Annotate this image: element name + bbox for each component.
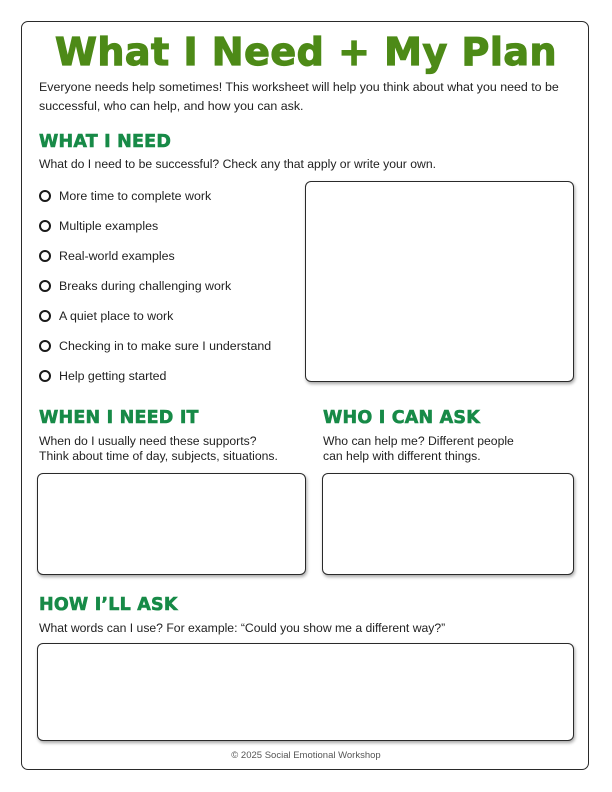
- when-i-need-it-heading: WHEN I NEED IT: [39, 408, 199, 428]
- how-ill-ask-box[interactable]: [37, 643, 574, 741]
- who-i-can-ask-box[interactable]: [322, 473, 574, 575]
- worksheet-title: What I Need + My Plan: [54, 30, 558, 74]
- checkbox-circle-icon[interactable]: [39, 190, 51, 202]
- who-i-can-ask-subtitle-line1: Who can help me? Different people: [323, 434, 514, 448]
- checklist-item-label: Breaks during challenging work: [59, 279, 232, 293]
- write-your-own-box[interactable]: [305, 181, 574, 382]
- checklist-item[interactable]: [39, 301, 299, 331]
- when-i-need-it-subtitle-line2: Think about time of day, subjects, situations.: [39, 449, 278, 463]
- checklist-item-label: A quiet place to work: [59, 309, 174, 323]
- checklist-item-label: More time to complete work: [59, 189, 212, 203]
- when-i-need-it-subtitle-line1: When do I usually need these supports?: [39, 434, 257, 448]
- checklist-item[interactable]: [39, 361, 299, 391]
- when-i-need-it-subtitle: [39, 434, 304, 464]
- checklist-item[interactable]: [39, 181, 299, 211]
- who-i-can-ask-heading: WHO I CAN ASK: [323, 408, 480, 428]
- checklist-item-label: Checking in to make sure I understand: [59, 339, 272, 353]
- who-i-can-ask-subtitle-line2: can help with different things.: [323, 449, 481, 463]
- checkbox-circle-icon[interactable]: [39, 220, 51, 232]
- how-ill-ask-subtitle: What words can I use? For example: “Could you show me a different way?”: [39, 621, 446, 635]
- when-i-need-it-box[interactable]: [37, 473, 306, 575]
- checkbox-circle-icon[interactable]: [39, 340, 51, 352]
- checkbox-circle-icon[interactable]: [39, 280, 51, 292]
- checklist-item[interactable]: [39, 241, 299, 271]
- footer-copyright: © 2025 Social Emotional Workshop: [231, 750, 381, 761]
- checklist-item-label: Real-world examples: [59, 249, 175, 263]
- checklist-item[interactable]: [39, 211, 299, 241]
- checklist-item-label: Multiple examples: [59, 219, 159, 233]
- what-i-need-subtitle: What do I need to be successful? Check any that apply or write your own.: [39, 157, 436, 171]
- checklist-item[interactable]: [39, 331, 299, 361]
- who-i-can-ask-subtitle: [323, 434, 578, 464]
- needs-checklist: [39, 181, 299, 391]
- checkbox-circle-icon[interactable]: [39, 250, 51, 262]
- checklist-item-label: Help getting started: [59, 369, 167, 383]
- intro-text: Everyone needs help sometimes! This worksheet will help you think about what you need to be successful, who can help, and how you can ask.: [39, 80, 559, 113]
- checkbox-circle-icon[interactable]: [39, 370, 51, 382]
- how-ill-ask-heading: HOW I’LL ASK: [39, 595, 178, 615]
- checklist-item[interactable]: [39, 271, 299, 301]
- checkbox-circle-icon[interactable]: [39, 310, 51, 322]
- what-i-need-heading: WHAT I NEED: [39, 132, 172, 152]
